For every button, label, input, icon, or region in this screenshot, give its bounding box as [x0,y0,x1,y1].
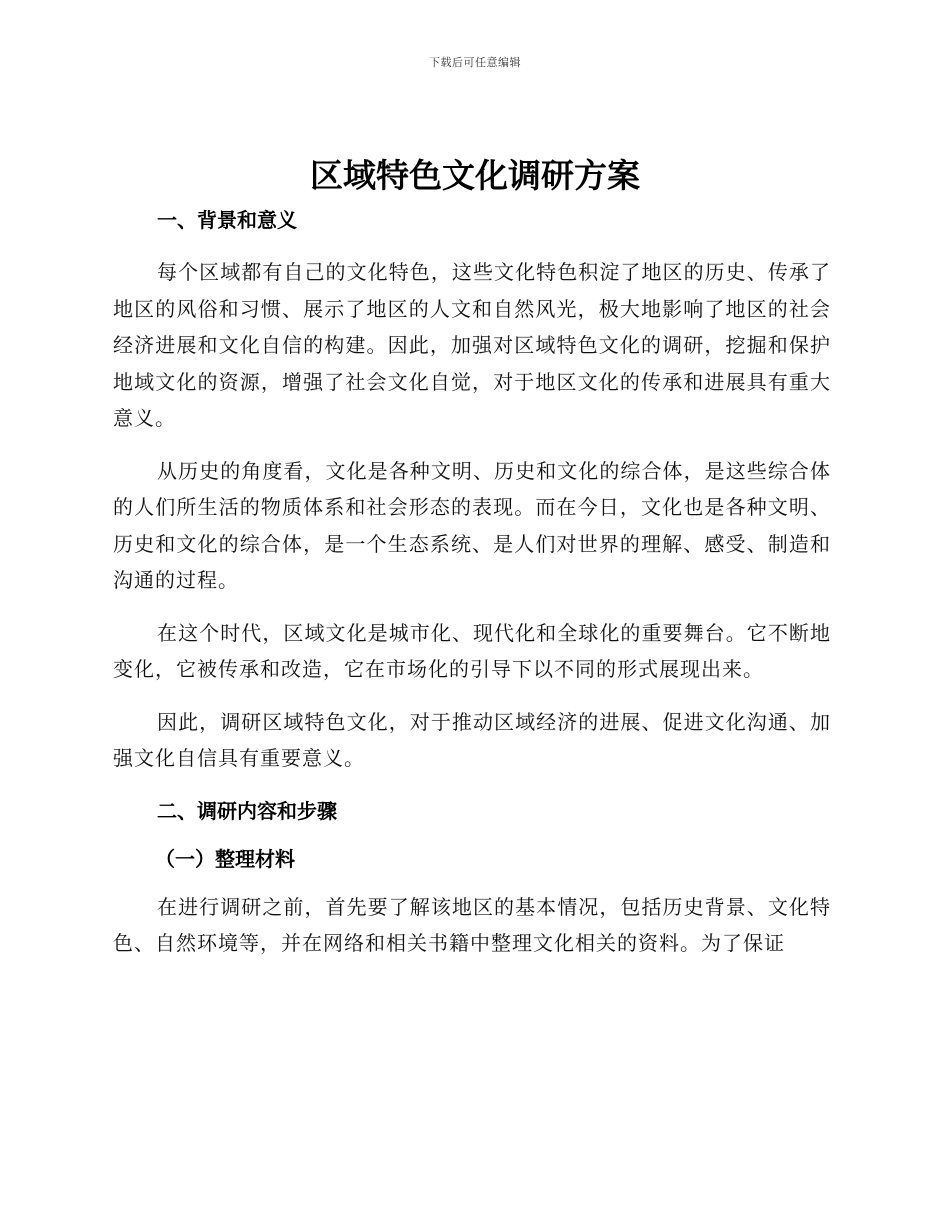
header-note: 下载后可任意编辑 [429,56,521,69]
section-heading-background: 一、背景和意义 [157,208,297,232]
document-body [113,202,831,978]
paragraph: 在进行调研之前，首先要了解该地区的基本情况，包括历史背景、文化特色、自然环境等，并在网络和相关书籍中整理文化相关的资料。为了保证 [113,894,831,955]
paragraph: 从历史的角度看，文化是各种文明、历史和文化的综合体，是这些综合体的人们所生活的物质体系和社会形态的表现。而在今日，文化也是各种文明、历史和文化的综合体，是一个生态系统、是人们对世界的理解、感受、制造和沟通的过程。 [113,458,831,592]
paragraph: 因此，调研区域特色文化，对于推动区域经济的进展、促进文化沟通、加强文化自信具有重要意义。 [113,709,831,770]
document-title: 区域特色文化调研方案 [310,156,640,195]
subsection-heading-organize-materials: （一）整理材料 [155,846,295,871]
paragraph: 在这个时代，区域文化是城市化、现代化和全球化的重要舞台。它不断地变化，它被传承和改造，它在市场化的引导下以不同的形式展现出来。 [113,620,831,681]
paragraph: 每个区域都有自己的文化特色，这些文化特色积淀了地区的历史、传承了地区的风俗和习惯、展示了地区的人文和自然风光，极大地影响了地区的社会经济进展和文化自信的构建。因此，加强对区域特色文化的调研，挖掘和保护地域文化的资源，增强了社会文化自觉，对于地区文化的传承和进展具有重大意义。 [113,260,831,430]
section-heading-research-content: 二、调研内容和步骤 [157,798,337,823]
